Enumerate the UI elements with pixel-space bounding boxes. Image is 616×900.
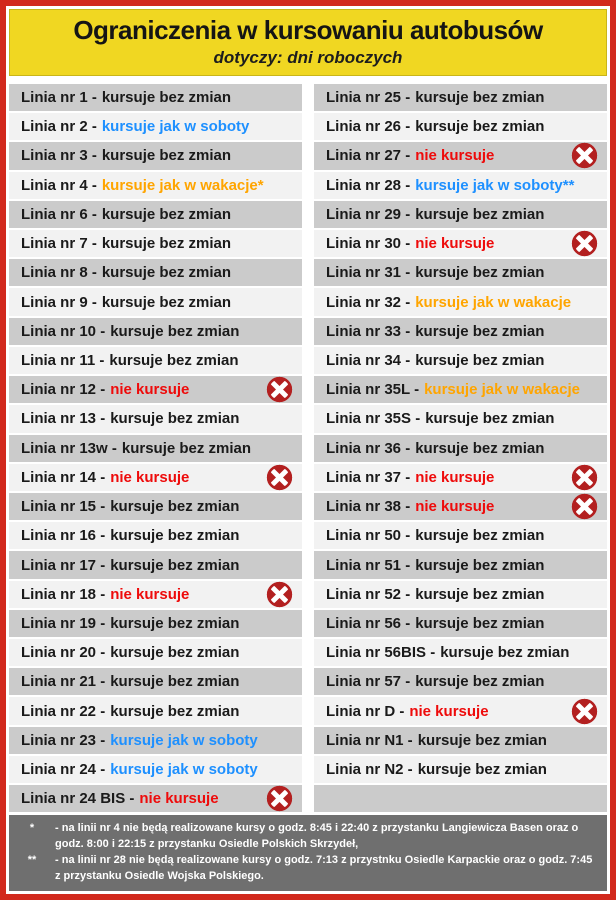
line-status: nie kursuje [110,585,190,603]
line-label: Linia nr 33 - [326,322,411,340]
line-status: kursuje bez zmian [101,264,232,282]
line-label: Linia nr 29 - [326,205,411,223]
line-list-column-left [9,84,302,812]
row-linia-nr-35s [314,405,607,432]
row-linia-nr-d [314,697,607,724]
line-label: Linia nr 16 - [21,527,106,545]
line-label: Linia nr 37 - [326,468,411,486]
row-linia-nr-18 [9,581,302,608]
line-label: Linia nr 28 - [326,176,411,194]
line-label: Linia nr 7 - [21,235,97,253]
line-label: Linia nr 32 - [326,293,411,311]
row-linia-nr-9 [9,288,302,315]
row-linia-nr-36 [314,435,607,462]
line-status: kursuje bez zmian [415,264,545,282]
line-status: kursuje jak w soboty [110,761,258,779]
row-empty [314,785,607,812]
row-linia-nr-27 [314,142,607,169]
row-linia-nr-31 [314,259,607,286]
line-status: kursuje bez zmian [415,439,545,457]
line-status: kursuje bez zmian [109,351,239,369]
line-label: Linia nr 3 - [21,147,97,165]
line-label: Linia nr 19 - [21,614,106,632]
line-list-column-right [314,84,607,812]
line-status: kursuje bez zmian [415,322,545,340]
row-linia-nr-14 [9,464,302,491]
footnote-2 [9,853,597,885]
line-label: Linia nr D - [326,702,405,720]
notice-header [9,9,607,76]
line-status: nie kursuje [415,498,495,516]
row-linia-nr-51 [314,551,607,578]
line-status: kursuje bez zmian [417,731,547,749]
line-label: Linia nr 24 - [21,761,106,779]
row-linia-nr-2 [9,113,302,140]
row-linia-nr-n2 [314,756,607,783]
line-label: Linia nr 20 - [21,644,106,662]
line-label: Linia nr 31 - [326,264,411,282]
line-status: nie kursuje [409,702,489,720]
line-status: kursuje bez zmian [101,147,232,165]
row-linia-nr-24 [9,756,302,783]
line-status: kursuje bez zmian [110,498,240,516]
no-service-crossed-circle-icon [571,464,598,491]
row-linia-nr-10 [9,318,302,345]
line-label: Linia nr 51 - [326,556,411,574]
line-label: Linia nr 34 - [326,351,411,369]
line-label: Linia nr 35S - [326,410,421,428]
line-status: kursuje bez zmian [110,556,240,574]
line-status: nie kursuje [415,235,495,253]
row-linia-nr-28 [314,172,607,199]
line-label: Linia nr 25 - [326,89,411,106]
no-service-crossed-circle-icon [571,230,598,257]
line-label: Linia nr 30 - [326,235,411,253]
line-status: kursuje bez zmian [101,293,232,311]
row-linia-nr-16 [9,522,302,549]
line-status: kursuje bez zmian [101,89,232,106]
footnotes-panel [9,815,607,891]
row-linia-nr-20 [9,639,302,666]
page-subtitle: dotyczy: dni roboczych [213,47,403,67]
row-linia-nr-25 [314,84,607,111]
row-linia-nr-4 [9,172,302,199]
line-status: nie kursuje [415,147,495,165]
line-status: kursuje bez zmian [415,614,545,632]
line-label: Linia nr 38 - [326,498,411,516]
line-label: Linia nr 6 - [21,205,97,223]
line-label: Linia nr 1 - [21,89,97,106]
line-label: Linia nr 8 - [21,264,97,282]
row-linia-nr-17 [9,551,302,578]
line-status: kursuje bez zmian [110,527,240,545]
no-service-crossed-circle-icon [266,376,293,403]
line-label: Linia nr 56BIS - [326,644,436,662]
line-label: Linia nr 9 - [21,293,97,311]
no-service-crossed-circle-icon [571,142,598,169]
no-service-crossed-circle-icon [266,785,293,812]
line-label: Linia nr 50 - [326,527,411,545]
line-label: Linia nr 14 - [21,468,106,486]
row-linia-nr-29 [314,201,607,228]
row-linia-nr-32 [314,288,607,315]
line-status: kursuje bez zmian [415,673,545,691]
line-label: Linia nr 4 - [21,176,97,194]
row-linia-nr-13 [9,405,302,432]
no-service-crossed-circle-icon [266,581,293,608]
line-status: kursuje bez zmian [415,351,545,369]
line-label: Linia nr 18 - [21,585,106,603]
line-status: kursuje bez zmian [425,410,555,428]
line-status: kursuje bez zmian [415,585,545,603]
row-linia-nr-56bis [314,639,607,666]
line-label: Linia nr 21 - [21,673,106,691]
row-linia-nr-7 [9,230,302,257]
line-status: kursuje bez zmian [110,614,240,632]
line-label: Linia nr N2 - [326,761,413,779]
row-linia-nr-23 [9,727,302,754]
line-status: kursuje jak w wakacje [424,381,581,399]
line-status: kursuje bez zmian [440,644,570,662]
row-linia-nr-38 [314,493,607,520]
footnote-text: - na linii nr 28 nie będą realizowane kursy o godz. 7:13 z przystnku Osiedle Karpackie oraz o godz. 7:45 z przystanku Osiedle Wojska Polskiego. [55,854,593,883]
row-linia-nr-30 [314,230,607,257]
footnote-marker: * [29,822,35,835]
line-label: Linia nr 22 - [21,702,106,720]
row-linia-nr-11 [9,347,302,374]
row-linia-nr-21 [9,668,302,695]
row-linia-nr-34 [314,347,607,374]
line-status: kursuje bez zmian [110,410,240,428]
row-linia-nr-3 [9,142,302,169]
row-linia-nr-52 [314,581,607,608]
footnote-marker: ** [27,854,37,867]
row-linia-nr-1 [9,84,302,111]
line-label: Linia nr 10 - [21,322,106,340]
line-status: nie kursuje [415,468,495,486]
line-status: kursuje bez zmian [110,644,240,662]
line-status: kursuje jak w soboty [101,118,250,136]
row-linia-nr-35l [314,376,607,403]
line-status: kursuje bez zmian [101,205,232,223]
page-title: Ograniczenia w kursowaniu autobusów [73,15,543,45]
line-label: Linia nr 36 - [326,439,411,457]
row-linia-nr-15 [9,493,302,520]
row-linia-nr-33 [314,318,607,345]
line-status: kursuje bez zmian [110,673,240,691]
row-linia-nr-13w [9,435,302,462]
row-linia-nr-56 [314,610,607,637]
line-status: kursuje bez zmian [417,761,547,779]
footnote-1 [9,821,597,853]
line-label: Linia nr 13w - [21,439,117,457]
row-linia-nr-24-bis [9,785,302,812]
line-status: kursuje bez zmian [415,527,545,545]
row-linia-nr-50 [314,522,607,549]
line-label: Linia nr 26 - [326,118,411,136]
line-status: kursuje bez zmian [415,205,545,223]
line-label: Linia nr 23 - [21,731,106,749]
row-linia-nr-12 [9,376,302,403]
line-status: kursuje bez zmian [415,556,545,574]
line-status: kursuje jak w soboty [110,731,258,749]
line-label: Linia nr 13 - [21,410,106,428]
line-label: Linia nr 27 - [326,147,411,165]
line-label: Linia nr 11 - [21,351,105,369]
line-status: kursuje bez zmian [110,702,240,720]
line-label: Linia nr 15 - [21,498,106,516]
line-status: nie kursuje [139,790,219,808]
line-status: kursuje bez zmian [415,89,545,106]
line-label: Linia nr 24 BIS - [21,790,135,808]
no-service-crossed-circle-icon [571,493,598,520]
line-label: Linia nr 12 - [21,381,106,399]
line-status: nie kursuje [110,468,190,486]
line-status: kursuje bez zmian [121,439,252,457]
line-list [9,84,607,812]
row-linia-nr-19 [9,610,302,637]
line-label: Linia nr 57 - [326,673,411,691]
row-linia-nr-57 [314,668,607,695]
line-status: kursuje bez zmian [110,322,240,340]
no-service-crossed-circle-icon [266,464,293,491]
row-linia-nr-37 [314,464,607,491]
no-service-crossed-circle-icon [571,698,598,725]
row-linia-nr-26 [314,113,607,140]
line-status: kursuje jak w wakacje* [101,176,264,194]
line-label: Linia nr 56 - [326,614,411,632]
line-label: Linia nr N1 - [326,731,413,749]
line-status: nie kursuje [110,381,190,399]
line-status: kursuje jak w soboty** [415,176,575,194]
line-label: Linia nr 52 - [326,585,411,603]
row-linia-nr-n1 [314,727,607,754]
line-status: kursuje bez zmian [415,118,545,136]
footnote-text: - na linii nr 4 nie będą realizowane kursy o godz. 8:45 i 22:40 z przystanku Langiewicza Basen oraz o godz. 8:00 i 22:15 z przystanku Osiedle Polskich Skrzydeł, [55,822,579,851]
row-linia-nr-22 [9,697,302,724]
line-status: kursuje bez zmian [101,235,232,253]
line-label: Linia nr 2 - [21,118,97,136]
row-linia-nr-8 [9,259,302,286]
line-label: Linia nr 35L - [326,381,420,399]
row-linia-nr-6 [9,201,302,228]
line-status: kursuje jak w wakacje [415,293,572,311]
line-label: Linia nr 17 - [21,556,106,574]
